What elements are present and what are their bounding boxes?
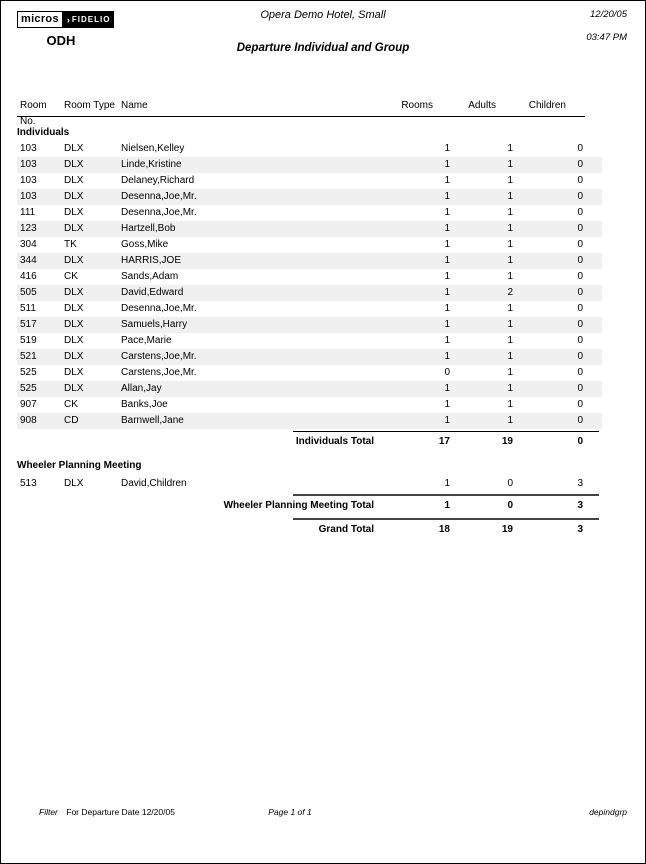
- group-total-adults: 0: [507, 500, 513, 511]
- cell-name: Barnwell,Jane: [121, 415, 184, 426]
- cell-name: Samuels,Harry: [121, 319, 188, 330]
- cell-room-type: CD: [64, 415, 79, 426]
- grand-total-children: 3: [577, 524, 583, 535]
- cell-adults: 2: [507, 287, 513, 298]
- cell-name: Nielsen,Kelley: [121, 143, 185, 154]
- table-row: [17, 221, 602, 237]
- cell-children: 0: [577, 319, 583, 330]
- cell-room-type: DLX: [64, 207, 84, 218]
- cell-rooms: 1: [444, 175, 450, 186]
- cell-room-type: TK: [64, 239, 77, 250]
- cell-name: Hartzell,Bob: [121, 223, 176, 234]
- cell-rooms: 1: [444, 319, 450, 330]
- cell-rooms: 1: [444, 303, 450, 314]
- table-row: [17, 173, 602, 189]
- cell-adults: 1: [507, 175, 513, 186]
- cell-room-type: CK: [64, 271, 78, 282]
- table-header: [17, 98, 585, 127]
- cell-rooms: 1: [444, 383, 450, 394]
- cell-rooms: 1: [444, 255, 450, 266]
- cell-name: Pace,Marie: [121, 335, 172, 346]
- micros-logo-text: micros: [17, 11, 63, 28]
- cell-adults: 1: [507, 239, 513, 250]
- section-label-individuals: Individuals: [17, 127, 70, 138]
- footer-report-id: depindgrp: [589, 807, 627, 817]
- grand-total-row: [17, 520, 602, 540]
- cell-room-type: DLX: [64, 478, 84, 489]
- cell-children: 0: [577, 335, 583, 346]
- cell-adults: 1: [507, 335, 513, 346]
- cell-rooms: 1: [444, 191, 450, 202]
- cell-room-no: 519: [20, 335, 37, 346]
- cell-room-type: DLX: [64, 319, 84, 330]
- cell-adults: 1: [507, 223, 513, 234]
- cell-adults: 1: [507, 207, 513, 218]
- cell-children: 0: [577, 175, 583, 186]
- report-title: Departure Individual and Group: [236, 42, 410, 54]
- cell-room-no: 111: [20, 207, 36, 218]
- cell-room-type: DLX: [64, 287, 84, 298]
- cell-room-type: DLX: [64, 383, 84, 394]
- cell-room-no: 505: [20, 287, 37, 298]
- chevron-right-icon: ›: [66, 14, 71, 25]
- cell-room-type: DLX: [64, 255, 84, 266]
- cell-rooms: 1: [444, 207, 450, 218]
- cell-room-type: DLX: [64, 303, 84, 314]
- cell-room-no: 511: [20, 303, 36, 314]
- group-rows: [17, 476, 602, 492]
- cell-room-no: 103: [20, 143, 37, 154]
- cell-rooms: 1: [444, 415, 450, 426]
- cell-adults: 1: [507, 159, 513, 170]
- cell-adults: 1: [507, 351, 513, 362]
- cell-room-no: 517: [20, 319, 37, 330]
- cell-children: 0: [577, 367, 583, 378]
- grand-total-adults: 19: [501, 524, 513, 535]
- cell-rooms: 1: [444, 478, 450, 489]
- group-total-row: [17, 496, 602, 516]
- table-row: [17, 349, 602, 365]
- cell-room-no: 525: [20, 367, 37, 378]
- cell-rooms: 1: [444, 143, 450, 154]
- table-row: [17, 157, 602, 173]
- table-row: [17, 476, 602, 492]
- cell-children: 0: [577, 255, 583, 266]
- cell-adults: 0: [507, 478, 513, 489]
- cell-name: Allan,Jay: [121, 383, 162, 394]
- property-code: ODH: [46, 33, 76, 48]
- individuals-rows: [17, 141, 602, 429]
- cell-name: Desenna,Joe,Mr.: [121, 191, 197, 202]
- cell-children: 0: [577, 159, 583, 170]
- column-header-children: Children: [528, 100, 566, 111]
- group-total-children: 3: [577, 500, 583, 511]
- cell-name: Carstens,Joe,Mr.: [121, 367, 197, 378]
- cell-rooms: 1: [444, 335, 450, 346]
- cell-name: David,Children: [121, 478, 187, 489]
- table-row: [17, 237, 602, 253]
- cell-name: Desenna,Joe,Mr.: [121, 303, 197, 314]
- cell-name: Delaney,Richard: [121, 175, 195, 186]
- cell-children: 0: [577, 287, 583, 298]
- table-row: [17, 141, 602, 157]
- cell-rooms: 1: [444, 271, 450, 282]
- group-total-rooms: 1: [444, 500, 450, 511]
- cell-children: 0: [577, 207, 583, 218]
- cell-children: 0: [577, 271, 583, 282]
- cell-children: 0: [577, 383, 583, 394]
- table-row: [17, 253, 602, 269]
- individuals-total-label: Individuals Total: [295, 436, 374, 447]
- column-header-rooms: Rooms: [401, 100, 433, 111]
- cell-children: 0: [577, 415, 583, 426]
- cell-room-type: CK: [64, 399, 78, 410]
- table-row: [17, 269, 602, 285]
- departures-table: [17, 98, 602, 540]
- cell-rooms: 0: [444, 367, 450, 378]
- cell-adults: 1: [507, 399, 513, 410]
- cell-children: 3: [577, 478, 583, 489]
- cell-adults: 1: [507, 271, 513, 282]
- cell-adults: 1: [507, 143, 513, 154]
- cell-room-no: 525: [20, 383, 37, 394]
- column-header-room-no: Room No.: [20, 100, 47, 127]
- cell-room-no: 103: [20, 191, 37, 202]
- cell-name: Carstens,Joe,Mr.: [121, 351, 197, 362]
- table-row: [17, 397, 602, 413]
- cell-children: 0: [577, 239, 583, 250]
- cell-name: Sands,Adam: [121, 271, 179, 282]
- footer-filter-label: Filter: [39, 807, 58, 817]
- cell-children: 0: [577, 351, 583, 362]
- column-header-room-type: Room Type: [64, 100, 115, 111]
- cell-room-no: 416: [20, 271, 37, 282]
- cell-adults: 1: [507, 367, 513, 378]
- cell-room-type: DLX: [64, 143, 84, 154]
- cell-children: 0: [577, 143, 583, 154]
- cell-room-no: 344: [20, 255, 37, 266]
- cell-room-type: DLX: [64, 159, 84, 170]
- cell-room-no: 103: [20, 175, 37, 186]
- table-row: [17, 301, 602, 317]
- report-date: 12/20/05: [590, 9, 627, 20]
- grand-total-rooms: 18: [438, 524, 450, 535]
- cell-name: Linde,Kristine: [121, 159, 182, 170]
- cell-room-type: DLX: [64, 367, 84, 378]
- cell-rooms: 1: [444, 159, 450, 170]
- column-header-adults: Adults: [468, 100, 496, 111]
- table-row: [17, 189, 602, 205]
- cell-room-type: DLX: [64, 351, 84, 362]
- grand-total-label: Grand Total: [318, 524, 374, 535]
- table-row: [17, 205, 602, 221]
- cell-adults: 1: [507, 383, 513, 394]
- cell-adults: 1: [507, 303, 513, 314]
- cell-rooms: 1: [444, 287, 450, 298]
- cell-rooms: 1: [444, 399, 450, 410]
- individuals-total-rooms: 17: [438, 436, 450, 447]
- cell-children: 0: [577, 399, 583, 410]
- cell-room-type: DLX: [64, 191, 84, 202]
- cell-room-no: 513: [20, 478, 37, 489]
- cell-children: 0: [577, 191, 583, 202]
- report-time: 03:47 PM: [586, 32, 627, 43]
- cell-adults: 1: [507, 255, 513, 266]
- cell-children: 0: [577, 303, 583, 314]
- section-label-group: Wheeler Planning Meeting: [17, 460, 142, 471]
- table-row: [17, 333, 602, 349]
- fidelio-logo-text: FIDELIO: [71, 15, 111, 24]
- table-row: [17, 365, 602, 381]
- cell-name: Banks,Joe: [121, 399, 168, 410]
- footer-filter-text: For Departure Date 12/20/05: [66, 807, 175, 817]
- cell-adults: 1: [507, 191, 513, 202]
- table-row: [17, 381, 602, 397]
- cell-room-no: 304: [20, 239, 37, 250]
- cell-name: David,Edward: [121, 287, 184, 298]
- cell-room-no: 907: [20, 399, 37, 410]
- hotel-name: Opera Demo Hotel, Small: [260, 9, 386, 21]
- individuals-total-children: 0: [577, 436, 583, 447]
- cell-rooms: 1: [444, 239, 450, 250]
- cell-name: Goss,Mike: [121, 239, 169, 250]
- table-row: [17, 413, 602, 429]
- cell-room-type: DLX: [64, 223, 84, 234]
- cell-room-no: 908: [20, 415, 37, 426]
- individuals-total-adults: 19: [501, 436, 513, 447]
- cell-room-no: 103: [20, 159, 37, 170]
- cell-name: HARRIS,JOE: [121, 255, 182, 266]
- table-row: [17, 317, 602, 333]
- cell-adults: 1: [507, 415, 513, 426]
- cell-rooms: 1: [444, 223, 450, 234]
- cell-children: 0: [577, 223, 583, 234]
- footer-page-number: Page 1 of 1: [268, 807, 312, 817]
- individuals-total-row: [17, 432, 602, 452]
- cell-room-type: DLX: [64, 335, 84, 346]
- cell-adults: 1: [507, 319, 513, 330]
- group-total-label: Wheeler Planning Meeting Total: [223, 500, 374, 511]
- column-header-name: Name: [121, 100, 148, 111]
- cell-name: Desenna,Joe,Mr.: [121, 207, 197, 218]
- table-row: [17, 285, 602, 301]
- cell-room-type: DLX: [64, 175, 84, 186]
- cell-rooms: 1: [444, 351, 450, 362]
- cell-room-no: 521: [20, 351, 37, 362]
- cell-room-no: 123: [20, 223, 37, 234]
